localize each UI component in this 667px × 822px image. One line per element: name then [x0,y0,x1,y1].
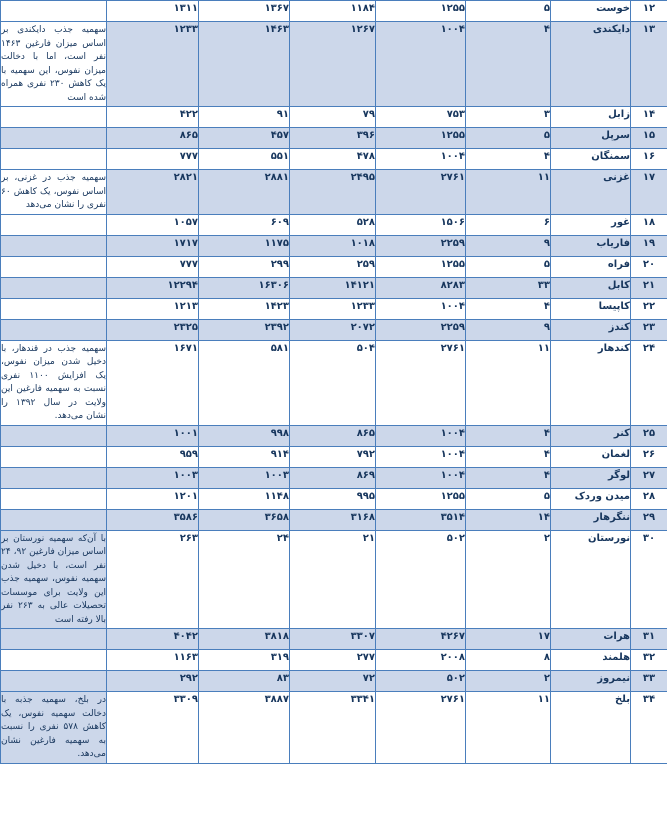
province-name-cell: هرات [551,629,631,650]
value-cell: ۷۷۷ [107,149,199,170]
value-cell: ۴۲۶۷ [376,629,466,650]
row-number-cell: ۳۲ [631,650,667,671]
value-cell: ۱۵۰۶ [376,214,466,235]
province-name-cell: لغمان [551,446,631,467]
value-cell: ۲۱ [290,530,376,629]
value-cell: ۱۶۷۱ [107,340,199,425]
count-cell: ۱۱ [466,170,551,215]
note-cell: سهمیه جذب در قندهار، با دخیل شدن میزان نفوس، یک افزایش ۱۱۰۰ نفری نسبت به سهمیه فارغین این ولایت در سال ۱۳۹۲ را نشان می‌دهد. [1,340,107,425]
row-number-cell: ۱۸ [631,214,667,235]
value-cell: ۱۲۳۳ [107,22,199,107]
value-cell: ۱۰۰۴ [376,22,466,107]
table-row [1,319,667,340]
value-cell: ۲۷۶۱ [376,340,466,425]
value-cell: ۳۱۶۸ [290,509,376,530]
value-cell: ۱۲۵۵ [376,1,466,22]
value-cell: ۱۲۳۳ [290,298,376,319]
note-cell [1,214,107,235]
row-number-cell: ۱۹ [631,235,667,256]
row-number-cell: ۱۳ [631,22,667,107]
value-cell: ۱۲۰۱ [107,488,199,509]
note-cell [1,298,107,319]
value-cell: ۲۸۲۱ [107,170,199,215]
count-cell: ۸ [466,650,551,671]
province-name-cell: کنر [551,425,631,446]
count-cell: ۵ [466,1,551,22]
note-cell: سهمیه جذب در غزنی، بر اساس نفوس، یک کاهش ۶۰ نفری را نشان می‌دهد [1,170,107,215]
note-cell [1,425,107,446]
note-cell [1,629,107,650]
table-row [1,629,667,650]
value-cell: ۳۸۸۷ [199,692,290,764]
province-name-cell: سمنگان [551,149,631,170]
value-cell: ۳۱۹ [199,650,290,671]
value-cell: ۵۲۸ [290,214,376,235]
province-name-cell: غزنی [551,170,631,215]
row-number-cell: ۲۲ [631,298,667,319]
value-cell: ۱۰۰۱ [107,425,199,446]
value-cell: ۵۸۱ [199,340,290,425]
value-cell: ۹۵۹ [107,446,199,467]
value-cell: ۲۷۶۱ [376,170,466,215]
table-row [1,425,667,446]
table-row [1,277,667,298]
value-cell: ۸۶۵ [290,425,376,446]
province-name-cell: سرپل [551,128,631,149]
count-cell: ۲ [466,530,551,629]
value-cell: ۱۱۴۸ [199,488,290,509]
value-cell: ۳۶۵۸ [199,509,290,530]
note-cell [1,149,107,170]
table-row [1,235,667,256]
count-cell: ۵ [466,488,551,509]
value-cell: ۲۶۳ [107,530,199,629]
note-cell [1,488,107,509]
value-cell: ۲۷۶۱ [376,692,466,764]
note-cell [1,235,107,256]
province-name-cell: فاریاب [551,235,631,256]
count-cell: ۹ [466,319,551,340]
value-cell: ۱۲۵۵ [376,256,466,277]
value-cell: ۱۰۰۴ [376,446,466,467]
row-number-cell: ۲۸ [631,488,667,509]
value-cell: ۷۲ [290,671,376,692]
count-cell: ۴ [466,425,551,446]
row-number-cell: ۲۱ [631,277,667,298]
note-cell: در بلخ، سهمیه جذبه با دخالت سهمیه نفوس، یک کاهش ۵۷۸ نفری را نسبت به سهمیه فارغین نشان می‌دهد. [1,692,107,764]
province-name-cell: کابل [551,277,631,298]
value-cell: ۱۳۱۱ [107,1,199,22]
row-number-cell: ۳۴ [631,692,667,764]
value-cell: ۹۹۵ [290,488,376,509]
table-row [1,1,667,22]
value-cell: ۱۰۰۳ [107,467,199,488]
note-cell [1,107,107,128]
table-row [1,170,667,215]
table-row [1,467,667,488]
table-row [1,298,667,319]
value-cell: ۴۷۸ [290,149,376,170]
row-number-cell: ۲۰ [631,256,667,277]
count-cell: ۴ [466,467,551,488]
table-body [1,1,667,764]
province-name-cell: کاپیسا [551,298,631,319]
row-number-cell: ۲۹ [631,509,667,530]
value-cell: ۱۰۵۷ [107,214,199,235]
value-cell: ۸۳ [199,671,290,692]
value-cell: ۶۰۹ [199,214,290,235]
value-cell: ۳۹۶ [290,128,376,149]
note-cell [1,128,107,149]
row-number-cell: ۱۵ [631,128,667,149]
count-cell: ۴ [466,149,551,170]
value-cell: ۴۵۷ [199,128,290,149]
value-cell: ۵۰۲ [376,671,466,692]
value-cell: ۲۵۹ [290,256,376,277]
count-cell: ۱۱ [466,692,551,764]
province-name-cell: کندهار [551,340,631,425]
value-cell: ۲۳۹۲ [199,319,290,340]
value-cell: ۲۲۵۹ [376,319,466,340]
row-number-cell: ۳۰ [631,530,667,629]
province-name-cell: نیمروز [551,671,631,692]
value-cell: ۱۳۶۷ [199,1,290,22]
table-row [1,128,667,149]
value-cell: ۲۰۰۸ [376,650,466,671]
value-cell: ۱۴۲۳ [199,298,290,319]
table-row [1,650,667,671]
value-cell: ۱۶۳۰۶ [199,277,290,298]
value-cell: ۱۰۰۴ [376,467,466,488]
note-cell [1,319,107,340]
row-number-cell: ۱۲ [631,1,667,22]
row-number-cell: ۱۴ [631,107,667,128]
value-cell: ۷۵۳ [376,107,466,128]
province-name-cell: خوست [551,1,631,22]
value-cell: ۱۰۱۸ [290,235,376,256]
value-cell: ۲۷۷ [290,650,376,671]
value-cell: ۱۱۶۳ [107,650,199,671]
row-number-cell: ۱۷ [631,170,667,215]
table-row [1,692,667,764]
row-number-cell: ۳۱ [631,629,667,650]
note-cell [1,446,107,467]
value-cell: ۳۵۱۴ [376,509,466,530]
value-cell: ۳۳۴۱ [290,692,376,764]
count-cell: ۳۳ [466,277,551,298]
province-name-cell: لوگر [551,467,631,488]
value-cell: ۷۹۲ [290,446,376,467]
note-cell: با آن‌که سهمیه نورستان بر اساس میزان فارغین ۹۲، ۲۴ نفر است، با دخیل شدن سهمیه نفوس، سهمیه جذب این ولایت برای موسسات تحصیلات عالی به ۲۶۳ نفر بالا رفته است [1,530,107,629]
value-cell: ۷۷۷ [107,256,199,277]
count-cell: ۵ [466,128,551,149]
province-name-cell: زابل [551,107,631,128]
value-cell: ۱۱۸۴ [290,1,376,22]
table-row [1,214,667,235]
value-cell: ۳۳۰۷ [290,629,376,650]
value-cell: ۳۳۰۹ [107,692,199,764]
table-row [1,107,667,128]
count-cell: ۳ [466,107,551,128]
value-cell: ۱۰۰۴ [376,298,466,319]
value-cell: ۸۶۹ [290,467,376,488]
value-cell: ۱۲۲۹۴ [107,277,199,298]
count-cell: ۱۱ [466,340,551,425]
value-cell: ۱۴۶۳ [199,22,290,107]
count-cell: ۶ [466,214,551,235]
value-cell: ۲۴۹۵ [290,170,376,215]
value-cell: ۵۰۴ [290,340,376,425]
value-cell: ۴۲۲ [107,107,199,128]
table-row [1,530,667,629]
province-name-cell: کندز [551,319,631,340]
row-number-cell: ۲۳ [631,319,667,340]
value-cell: ۱۲۵۵ [376,488,466,509]
table-row [1,509,667,530]
province-name-cell: هلمند [551,650,631,671]
value-cell: ۱۰۰۳ [199,467,290,488]
value-cell: ۴۰۴۲ [107,629,199,650]
province-name-cell: غور [551,214,631,235]
value-cell: ۵۵۱ [199,149,290,170]
count-cell: ۴ [466,22,551,107]
value-cell: ۸۶۵ [107,128,199,149]
province-name-cell: نورستان [551,530,631,629]
value-cell: ۳۵۸۶ [107,509,199,530]
province-name-cell: بلخ [551,692,631,764]
row-number-cell: ۲۵ [631,425,667,446]
value-cell: ۱۴۱۲۱ [290,277,376,298]
value-cell: ۱۱۷۵ [199,235,290,256]
count-cell: ۴ [466,446,551,467]
table-row [1,671,667,692]
note-cell [1,467,107,488]
count-cell: ۱۷ [466,629,551,650]
note-cell [1,671,107,692]
table-row [1,340,667,425]
count-cell: ۲ [466,671,551,692]
note-cell [1,1,107,22]
row-number-cell: ۲۷ [631,467,667,488]
count-cell: ۹ [466,235,551,256]
province-name-cell: دایکندی [551,22,631,107]
count-cell: ۱۴ [466,509,551,530]
value-cell: ۲۹۲ [107,671,199,692]
province-name-cell: فراه [551,256,631,277]
row-number-cell: ۲۴ [631,340,667,425]
value-cell: ۲۰۷۲ [290,319,376,340]
note-cell [1,650,107,671]
table-row [1,488,667,509]
note-cell: سهمیه جذب دایکندی بر اساس میزان فارغین ۱۴۶۳ نفر است، اما با دخالت میزان نفوس، این سهمیه با یک کاهش ۲۳۰ نفری همراه شده است [1,22,107,107]
province-name-cell: میدن وردک [551,488,631,509]
count-cell: ۵ [466,256,551,277]
note-cell [1,509,107,530]
value-cell: ۱۲۵۵ [376,128,466,149]
value-cell: ۹۹۸ [199,425,290,446]
value-cell: ۱۷۱۷ [107,235,199,256]
value-cell: ۱۲۶۷ [290,22,376,107]
value-cell: ۲۹۹ [199,256,290,277]
value-cell: ۲۳۲۵ [107,319,199,340]
province-name-cell: ننگرهار [551,509,631,530]
value-cell: ۱۰۰۴ [376,149,466,170]
value-cell: ۵۰۲ [376,530,466,629]
row-number-cell: ۳۳ [631,671,667,692]
value-cell: ۲۴ [199,530,290,629]
value-cell: ۹۱ [199,107,290,128]
row-number-cell: ۱۶ [631,149,667,170]
value-cell: ۱۲۱۳ [107,298,199,319]
value-cell: ۱۰۰۴ [376,425,466,446]
table-row [1,256,667,277]
value-cell: ۲۲۵۹ [376,235,466,256]
value-cell: ۸۲۸۳ [376,277,466,298]
row-number-cell: ۲۶ [631,446,667,467]
table-row [1,22,667,107]
note-cell [1,256,107,277]
count-cell: ۴ [466,298,551,319]
value-cell: ۲۸۸۱ [199,170,290,215]
value-cell: ۹۱۴ [199,446,290,467]
table-row [1,446,667,467]
table-row [1,149,667,170]
note-cell [1,277,107,298]
value-cell: ۳۸۱۸ [199,629,290,650]
value-cell: ۷۹ [290,107,376,128]
